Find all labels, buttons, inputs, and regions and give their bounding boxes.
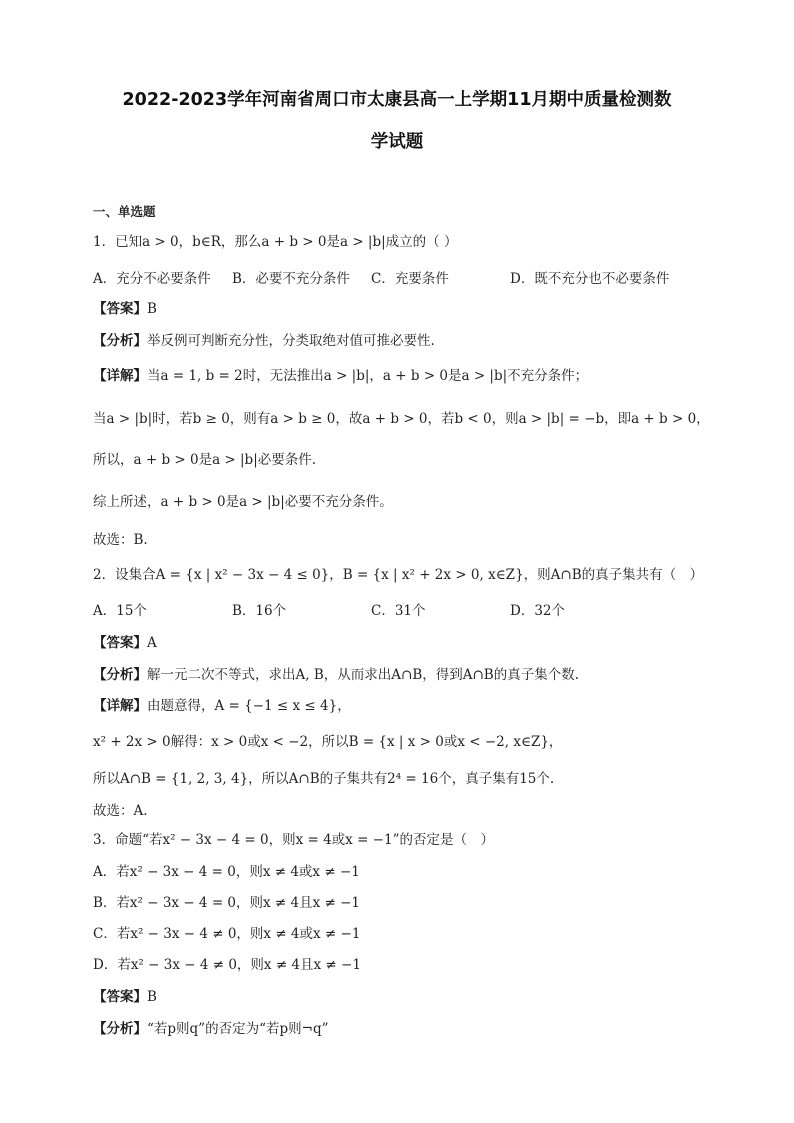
q3-option-b: B．若x² − 3x − 4 = 0，则x ≠ 4且x ≠ −1: [93, 895, 361, 911]
q1-stem: 1．已知a > 0，b∈R，那么a + b > 0是a > |b|成立的（ ）: [93, 234, 458, 250]
q1-detail-1: [93, 367, 734, 385]
q1-detail-4: 综上所述，a + b > 0是a > |b|必要不充分条件。: [93, 494, 393, 510]
q2-option-d: D．32个: [510, 603, 566, 619]
answer-value: B: [147, 989, 157, 1005]
q1-options: [93, 270, 733, 288]
section-heading: 一、单选题: [93, 204, 156, 219]
answer-tag: 【答案】: [93, 989, 147, 1005]
q3-option-d: D．若x² − 3x − 4 ≠ 0，则x ≠ 4且x ≠ −1: [93, 957, 361, 973]
q3-stem: 3．命题“若x² − 3x − 4 = 0，则x = 4或x = −1”的否定是（ ）: [93, 832, 494, 848]
detail-text: 当a = 1, b = 2时，无法推出a > |b|，a + b > 0是a > |b|不充分条件；: [147, 368, 589, 384]
q1-option-a: A．充分不必要条件: [93, 271, 211, 287]
q2-options: [93, 602, 733, 620]
q2-option-a: A．15个: [93, 603, 147, 619]
q2-option-b: B．16个: [232, 603, 287, 619]
q3-analysis: [93, 1020, 734, 1038]
detail-tag: 【详解】: [93, 368, 147, 384]
q1-detail-3: 所以，a + b > 0是a > |b|必要条件.: [93, 452, 317, 468]
analysis-text: “若p则q”的否定为“若p则¬q”: [147, 1021, 329, 1037]
answer-value: B: [147, 301, 157, 317]
q2-choose: 故选：A.: [93, 803, 148, 819]
answer-tag: 【答案】: [93, 635, 147, 651]
q2-detail-2: x² + 2x > 0解得：x > 0或x < −2，所以B = {x | x > 0或x < −2, x∈Z}，: [93, 734, 563, 750]
q2-stem: 2．设集合A = {x | x² − 3x − 4 ≤ 0}，B = {x | x² + 2x > 0, x∈Z}，则A∩B的真子集共有（ ）: [93, 567, 704, 583]
detail-text: 由题意得，A = {−1 ≤ x ≤ 4}，: [147, 698, 351, 714]
doc-title-line2: 学试题: [370, 132, 424, 152]
q3-answer: [93, 988, 734, 1006]
q1-detail-2: 当a > |b|时，若b ≥ 0，则有a > b ≥ 0，故a + b > 0，若b < 0，则a > |b| = −b，即a + b > 0，: [93, 411, 710, 427]
q2-detail-1: [93, 697, 734, 715]
q2-option-c: C．31个: [371, 603, 426, 619]
detail-tag: 【详解】: [93, 698, 147, 714]
doc-title-line1: 2022-2023学年河南省周口市太康县高一上学期11月期中质量检测数: [122, 90, 672, 110]
answer-value: A: [147, 635, 157, 651]
analysis-text: 解一元二次不等式，求出A, B，从而求出A∩B，得到A∩B的真子集个数.: [147, 667, 580, 683]
q1-option-d: D．既不充分也不必要条件: [510, 271, 670, 287]
q2-analysis: [93, 666, 734, 684]
analysis-tag: 【分析】: [93, 333, 147, 349]
q1-option-b: B．必要不充分条件: [232, 271, 350, 287]
analysis-tag: 【分析】: [93, 1021, 147, 1037]
q1-analysis: [93, 332, 734, 350]
q1-answer: [93, 300, 734, 318]
q3-option-c: C．若x² − 3x − 4 ≠ 0，则x ≠ 4或x ≠ −1: [93, 926, 361, 942]
analysis-text: 举反例可判断充分性，分类取绝对值可推必要性.: [147, 333, 435, 349]
q1-option-c: C．充要条件: [371, 271, 449, 287]
analysis-tag: 【分析】: [93, 667, 147, 683]
q2-detail-3: 所以A∩B = {1, 2, 3, 4}，所以A∩B的子集共有2⁴ = 16个，真子集有15个.: [93, 771, 555, 787]
answer-tag: 【答案】: [93, 301, 147, 317]
q2-answer: [93, 634, 734, 652]
q1-choose: 故选：B.: [93, 532, 148, 548]
q3-option-a: A．若x² − 3x − 4 = 0，则x ≠ 4或x ≠ −1: [93, 864, 360, 880]
